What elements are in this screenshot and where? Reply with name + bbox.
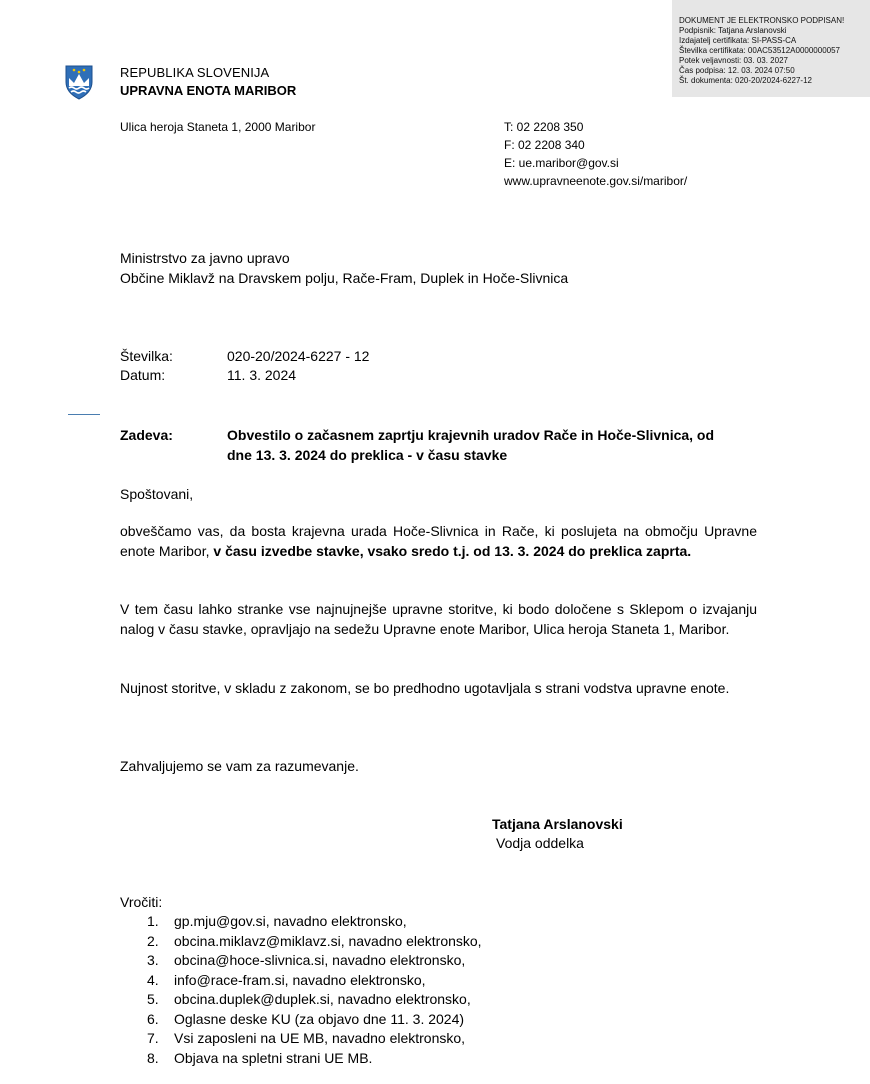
list-item: 5. obcina.duplek@duplek.si, navadno elektronsko,: [147, 991, 471, 1007]
subject-text: [227, 426, 757, 465]
paragraph-2: V tem času lahko stranke vse najnujnejše upravne storitve, ki bodo določene s Sklepom o izvajanju nalog v času stavke, opravljajo na sedežu Upravne enote Maribor, Ulica heroja Staneta 1, Maribor.: [120, 601, 757, 637]
office-name: UPRAVNA ENOTA MARIBOR: [120, 83, 297, 98]
coat-of-arms-icon: [64, 64, 94, 100]
salutation: Spoštovani,: [120, 486, 194, 502]
subject-label: Zadeva:: [120, 427, 173, 443]
list-item: 2. obcina.miklavz@miklavz.si, navadno elektronsko,: [147, 932, 482, 949]
subject-line-2: dne 13. 3. 2024 do preklica - v času stavke: [227, 446, 508, 463]
signature-line: Izdajatelj certifikata: SI-PASS-CA: [679, 36, 797, 45]
delivery-list: [120, 912, 482, 1068]
list-item: 7. Vsi zaposleni na UE MB, navadno elektronsko,: [147, 1030, 466, 1046]
list-item: 4. info@race-fram.si, navadno elektronsko,: [147, 971, 426, 988]
subject-line-1: Obvestilo o začasnem zaprtju krajevnih uradov Rače in Hoče-Slivnica, od: [227, 427, 715, 443]
paragraph-1-text: obveščamo vas, da bosta krajevna urada Hoče-Slivnica in Rače, ki poslujeta na območju Upravne enote Maribor,: [120, 523, 757, 559]
paragraph-3: Nujnost storitve, v skladu z zakonom, se bo predhodno ugotavljala s strani vodstva upravne enote.: [120, 680, 730, 696]
electronic-signature-box: [672, 0, 870, 97]
list-item: 6. Oglasne deske KU (za objavo dne 11. 3. 2024): [147, 1010, 465, 1027]
signature-line: Podpisnik: Tatjana Arslanovski: [679, 26, 787, 35]
recipient-line-1: Ministrstvo za javno upravo: [120, 250, 290, 266]
margin-rule: [68, 414, 100, 415]
paragraph-1-emphasis: v času izvedbe stavke, vsako sredo t.j. od 13. 3. 2024 do preklica zaprta.: [213, 542, 692, 559]
signature-line: Številka certifikata: 00AC53512A0000000057: [679, 46, 840, 55]
republic-name: REPUBLIKA SLOVENIJA: [120, 65, 270, 80]
list-item: 8. Objava na spletni strani UE MB.: [147, 1049, 373, 1066]
office-address: Ulica heroja Staneta 1, 2000 Maribor: [120, 120, 316, 134]
recipient-line-2: Občine Miklavž na Dravskem polju, Rače-Fram, Duplek in Hoče-Slivnica: [120, 270, 569, 286]
closing-line: Zahvaljujemo se vam za razumevanje.: [120, 758, 359, 774]
signature-line: Čas podpisa: 12. 03. 2024 07:50: [679, 66, 795, 75]
delivery-label: Vročiti:: [120, 894, 163, 910]
signature-line: Št. dokumenta: 020-20/2024-6227-12: [679, 76, 812, 85]
signature-line: Potek veljavnosti: 03. 03. 2027: [679, 56, 788, 65]
signatory-title: Vodja oddelka: [496, 835, 584, 851]
signatory-name: Tatjana Arslanovski: [492, 816, 623, 832]
phone: T: 02 2208 350: [504, 120, 584, 134]
date-value: 11. 3. 2024: [227, 367, 297, 383]
paragraph-1: [120, 522, 757, 561]
website: www.upravneenote.gov.si/maribor/: [504, 174, 688, 188]
signature-line: DOKUMENT JE ELEKTRONSKO PODPISAN!: [679, 16, 845, 25]
list-item: 3. obcina@hoce-slivnica.si, navadno elektronsko,: [147, 952, 466, 968]
fax: F: 02 2208 340: [504, 138, 585, 152]
email: E: ue.maribor@gov.si: [504, 156, 619, 170]
list-item: 1. gp.mju@gov.si, navadno elektronsko,: [147, 913, 407, 929]
number-value: 020-20/2024-6227 - 12: [227, 348, 370, 364]
number-label: Številka:: [120, 348, 173, 364]
date-label: Datum:: [120, 367, 166, 383]
